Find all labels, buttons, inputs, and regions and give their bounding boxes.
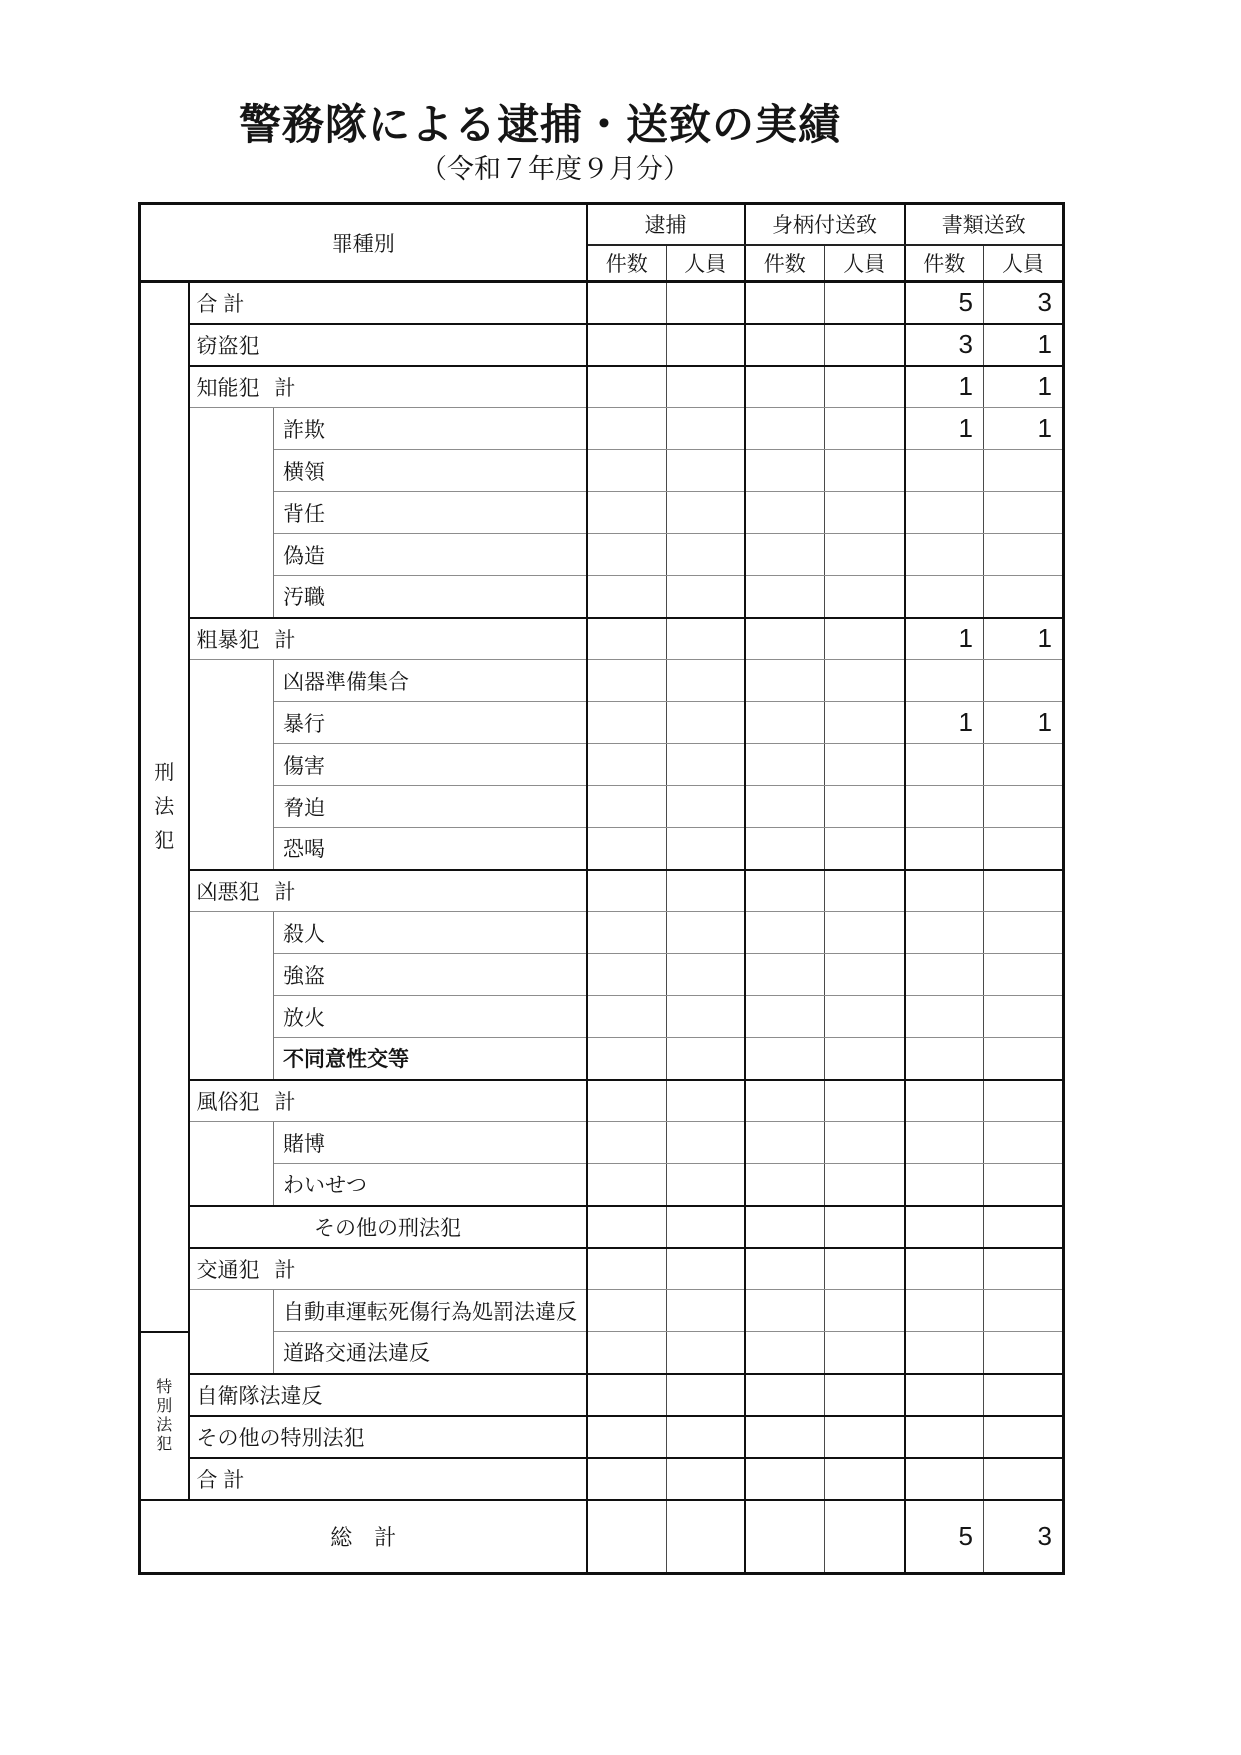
data-value-cell [745, 492, 825, 534]
table-row [140, 1248, 1064, 1290]
data-value-cell [667, 786, 745, 828]
table-row [140, 618, 1064, 660]
special-law-offenses-group [140, 1332, 189, 1500]
data-value-cell [667, 702, 745, 744]
data-value-cell [825, 1374, 905, 1416]
crime-subtype-cell: 背任 [274, 492, 587, 534]
data-value-cell [667, 1290, 745, 1332]
cases-header: 件数 [905, 245, 984, 282]
data-value-cell [745, 1500, 825, 1574]
side-group-label: 特別法犯 [156, 1378, 173, 1453]
data-value-cell [905, 954, 984, 996]
category-name: 凶悪犯 [196, 880, 260, 904]
table-row [140, 1080, 1064, 1122]
data-value-cell [667, 324, 745, 366]
data-value-cell [667, 534, 745, 576]
data-value-cell [984, 576, 1064, 618]
persons-header: 人員 [667, 245, 745, 282]
data-value-cell: 5 [905, 282, 984, 324]
crime-category-cell: その他の刑法犯 [189, 1206, 587, 1248]
data-value-cell: 3 [984, 282, 1064, 324]
data-value-cell [745, 1038, 825, 1080]
data-value-cell [587, 492, 667, 534]
data-value-cell [587, 702, 667, 744]
data-value-cell [587, 786, 667, 828]
data-value-cell [667, 1248, 745, 1290]
data-value-cell [667, 1038, 745, 1080]
data-value-cell [667, 1080, 745, 1122]
table-row [140, 660, 1064, 702]
data-value-cell [667, 1164, 745, 1206]
table-row [140, 954, 1064, 996]
category-spacer-cell [189, 1122, 274, 1206]
crime-subtype-cell: 殺人 [274, 912, 587, 954]
data-value-cell [745, 786, 825, 828]
data-value-cell [587, 324, 667, 366]
data-value-cell [825, 1248, 905, 1290]
table-row [140, 1374, 1064, 1416]
data-value-cell [825, 1500, 905, 1574]
data-value-cell [745, 1458, 825, 1500]
crime-category-cell [189, 1248, 587, 1290]
data-value-cell [825, 702, 905, 744]
category-spacer-cell [189, 1290, 274, 1374]
results-table [138, 202, 1065, 1575]
category-name: 粗暴犯 [196, 628, 260, 652]
table-row [140, 870, 1064, 912]
data-value-cell [587, 1038, 667, 1080]
data-value-cell [825, 660, 905, 702]
data-value-cell [984, 870, 1064, 912]
data-value-cell: 1 [984, 618, 1064, 660]
data-value-cell [745, 408, 825, 450]
data-value-cell [984, 492, 1064, 534]
data-value-cell: 5 [905, 1500, 984, 1574]
data-value-cell [667, 450, 745, 492]
data-value-cell: 1 [905, 366, 984, 408]
data-value-cell [984, 1206, 1064, 1248]
data-value-cell [587, 1290, 667, 1332]
penal-code-offenses-group [140, 282, 189, 1332]
subtotal-label: 計 [274, 376, 296, 400]
crime-category-cell: 自衛隊法違反 [189, 1374, 587, 1416]
data-value-cell [984, 1290, 1064, 1332]
data-value-cell [667, 366, 745, 408]
data-value-cell [667, 408, 745, 450]
data-value-cell [825, 996, 905, 1038]
data-value-cell [587, 408, 667, 450]
data-value-cell [984, 744, 1064, 786]
crime-category-cell [189, 1080, 587, 1122]
persons-header: 人員 [825, 245, 905, 282]
table-row [140, 1164, 1064, 1206]
data-value-cell [825, 1206, 905, 1248]
data-value-cell [905, 870, 984, 912]
data-value-cell [667, 660, 745, 702]
data-value-cell [825, 1122, 905, 1164]
data-value-cell [825, 744, 905, 786]
data-value-cell [905, 1374, 984, 1416]
arrest-header: 逮捕 [587, 204, 745, 245]
data-value-cell [905, 1416, 984, 1458]
data-value-cell [905, 744, 984, 786]
crime-category-cell: 合 計 [189, 1458, 587, 1500]
data-value-cell [984, 828, 1064, 870]
data-value-cell [745, 576, 825, 618]
data-value-cell [587, 1332, 667, 1374]
data-value-cell [905, 1332, 984, 1374]
table-row [140, 1500, 1064, 1574]
data-value-cell [825, 954, 905, 996]
data-value-cell [984, 1458, 1064, 1500]
crime-subtype-cell: 暴行 [274, 702, 587, 744]
data-value-cell [667, 618, 745, 660]
data-value-cell [984, 1038, 1064, 1080]
data-value-cell [745, 1164, 825, 1206]
data-value-cell [587, 828, 667, 870]
data-value-cell [984, 1332, 1064, 1374]
data-value-cell [825, 282, 905, 324]
cases-header: 件数 [587, 245, 667, 282]
side-group-label: 刑法犯 [154, 761, 175, 852]
data-value-cell [984, 534, 1064, 576]
data-value-cell [587, 1500, 667, 1574]
crime-category-cell: 合 計 [189, 282, 587, 324]
table-row [140, 408, 1064, 450]
subtotal-label: 計 [274, 880, 296, 904]
data-value-cell [825, 408, 905, 450]
table-row [140, 1038, 1064, 1080]
data-value-cell: 1 [905, 702, 984, 744]
crime-category-cell: 窃盗犯 [189, 324, 587, 366]
data-value-cell [905, 660, 984, 702]
category-spacer-cell [189, 912, 274, 1080]
crime-subtype-cell: 横領 [274, 450, 587, 492]
subtotal-label: 計 [274, 628, 296, 652]
table-row [140, 828, 1064, 870]
crime-category-cell: その他の特別法犯 [189, 1416, 587, 1458]
data-value-cell [905, 492, 984, 534]
crime-subtype-cell: 傷害 [274, 744, 587, 786]
cases-header: 件数 [745, 245, 825, 282]
persons-header: 人員 [984, 245, 1064, 282]
data-value-cell [745, 1290, 825, 1332]
data-value-cell [905, 1164, 984, 1206]
data-value-cell [667, 912, 745, 954]
data-value-cell: 3 [984, 1500, 1064, 1574]
data-value-cell [825, 366, 905, 408]
data-value-cell [825, 576, 905, 618]
data-value-cell [587, 1164, 667, 1206]
grand-total-cell: 総 計 [330, 1524, 397, 1550]
data-value-cell [587, 744, 667, 786]
data-value-cell [667, 744, 745, 786]
data-value-cell [587, 366, 667, 408]
table-row [140, 786, 1064, 828]
crime-subtype-cell: 道路交通法違反 [274, 1332, 587, 1374]
category-spacer-cell [189, 408, 274, 618]
data-value-cell [905, 1290, 984, 1332]
table-row [140, 282, 1064, 324]
data-value-cell: 1 [984, 702, 1064, 744]
table-row [140, 1122, 1064, 1164]
crime-subtype-cell: 詐欺 [274, 408, 587, 450]
data-value-cell: 1 [984, 366, 1064, 408]
data-value-cell [905, 1038, 984, 1080]
custody-referral-header: 身柄付送致 [745, 204, 905, 245]
data-value-cell [587, 912, 667, 954]
data-value-cell [905, 828, 984, 870]
data-value-cell [825, 1458, 905, 1500]
data-value-cell [745, 282, 825, 324]
data-value-cell [745, 534, 825, 576]
table-row [140, 534, 1064, 576]
data-value-cell [905, 996, 984, 1038]
category-name: 知能犯 [196, 376, 260, 400]
data-value-cell [984, 912, 1064, 954]
data-value-cell [825, 450, 905, 492]
crime-subtype-cell: 不同意性交等 [274, 1038, 587, 1080]
table-body [140, 282, 1064, 1574]
category-name: 風俗犯 [196, 1090, 260, 1114]
table-row [140, 912, 1064, 954]
data-value-cell [587, 660, 667, 702]
data-value-cell [745, 366, 825, 408]
crime-subtype-cell: わいせつ [274, 1164, 587, 1206]
data-value-cell [745, 1374, 825, 1416]
data-value-cell [667, 870, 745, 912]
data-value-cell [667, 1206, 745, 1248]
category-spacer-cell [189, 660, 274, 870]
table-row [140, 1206, 1064, 1248]
data-value-cell [984, 1374, 1064, 1416]
data-value-cell [587, 282, 667, 324]
data-value-cell [667, 1500, 745, 1574]
data-value-cell [905, 1206, 984, 1248]
data-value-cell [667, 492, 745, 534]
data-value-cell [745, 618, 825, 660]
data-value-cell [587, 450, 667, 492]
data-value-cell: 3 [905, 324, 984, 366]
subtotal-label: 計 [274, 1258, 296, 1282]
data-value-cell [667, 1416, 745, 1458]
table-row [140, 576, 1064, 618]
table-row [140, 324, 1064, 366]
data-value-cell [825, 828, 905, 870]
data-value-cell [745, 954, 825, 996]
crime-subtype-cell: 恐喝 [274, 828, 587, 870]
data-value-cell [745, 744, 825, 786]
data-value-cell [667, 282, 745, 324]
data-value-cell [745, 450, 825, 492]
data-value-cell [825, 1164, 905, 1206]
data-value-cell [905, 912, 984, 954]
data-value-cell [825, 912, 905, 954]
data-value-cell [825, 1080, 905, 1122]
crime-category-cell [189, 366, 587, 408]
data-value-cell [984, 954, 1064, 996]
data-value-cell [667, 954, 745, 996]
data-value-cell [745, 1206, 825, 1248]
data-value-cell [905, 786, 984, 828]
data-value-cell [667, 576, 745, 618]
category-name: 交通犯 [196, 1258, 260, 1282]
data-value-cell [587, 870, 667, 912]
table-row [140, 366, 1064, 408]
data-value-cell [667, 1122, 745, 1164]
data-value-cell [667, 1458, 745, 1500]
data-value-cell [745, 702, 825, 744]
crime-type-header: 罪種別 [140, 204, 587, 282]
data-value-cell [984, 996, 1064, 1038]
document-referral-header: 書類送致 [905, 204, 1064, 245]
table-row [140, 702, 1064, 744]
data-value-cell [587, 576, 667, 618]
data-value-cell [825, 534, 905, 576]
data-value-cell [905, 534, 984, 576]
data-value-cell [667, 1374, 745, 1416]
data-value-cell [984, 1416, 1064, 1458]
page-subtitle: （令和７年度９月分） [420, 154, 690, 184]
header-row-groups [140, 204, 1064, 245]
table-row [140, 996, 1064, 1038]
data-value-cell [745, 870, 825, 912]
table-row [140, 1416, 1064, 1458]
data-value-cell: 1 [984, 324, 1064, 366]
data-value-cell [587, 1458, 667, 1500]
crime-subtype-cell: 偽造 [274, 534, 587, 576]
data-value-cell [745, 912, 825, 954]
data-value-cell [825, 786, 905, 828]
data-value-cell [984, 1080, 1064, 1122]
crime-subtype-cell: 凶器準備集合 [274, 660, 587, 702]
table-row [140, 492, 1064, 534]
data-value-cell [984, 660, 1064, 702]
data-value-cell: 1 [984, 408, 1064, 450]
data-value-cell [984, 1122, 1064, 1164]
data-value-cell: 1 [905, 408, 984, 450]
data-value-cell [905, 1458, 984, 1500]
crime-subtype-cell: 強盗 [274, 954, 587, 996]
data-value-cell [587, 1206, 667, 1248]
data-value-cell [984, 786, 1064, 828]
data-value-cell [825, 492, 905, 534]
data-value-cell [667, 996, 745, 1038]
crime-subtype-cell: 自動車運転死傷行為処罰法違反 [274, 1290, 587, 1332]
data-value-cell [667, 1332, 745, 1374]
data-value-cell [984, 450, 1064, 492]
data-value-cell [587, 534, 667, 576]
table-row [140, 1290, 1064, 1332]
data-value-cell [745, 1248, 825, 1290]
table-row [140, 450, 1064, 492]
crime-category-cell [189, 870, 587, 912]
crime-subtype-cell: 汚職 [274, 576, 587, 618]
data-value-cell [825, 1416, 905, 1458]
data-value-cell [984, 1164, 1064, 1206]
table-row [140, 1458, 1064, 1500]
data-value-cell [825, 1038, 905, 1080]
data-value-cell [587, 1080, 667, 1122]
data-value-cell [825, 870, 905, 912]
crime-subtype-cell: 賭博 [274, 1122, 587, 1164]
data-value-cell [825, 618, 905, 660]
data-value-cell [587, 954, 667, 996]
data-value-cell [745, 1122, 825, 1164]
data-value-cell [745, 660, 825, 702]
data-value-cell [745, 324, 825, 366]
data-value-cell [587, 618, 667, 660]
table-row [140, 744, 1064, 786]
crime-subtype-cell: 放火 [274, 996, 587, 1038]
data-value-cell [587, 996, 667, 1038]
data-value-cell [667, 828, 745, 870]
data-value-cell [905, 1122, 984, 1164]
data-value-cell [587, 1416, 667, 1458]
data-value-cell [905, 576, 984, 618]
crime-subtype-cell: 脅迫 [274, 786, 587, 828]
data-value-cell [905, 450, 984, 492]
data-value-cell [587, 1122, 667, 1164]
page-title: 警務隊による逮捕・送致の実績 [238, 101, 841, 148]
data-value-cell [745, 828, 825, 870]
table-row [140, 1332, 1064, 1374]
data-value-cell [825, 324, 905, 366]
data-value-cell: 1 [905, 618, 984, 660]
crime-category-cell [189, 618, 587, 660]
data-value-cell [745, 1416, 825, 1458]
data-value-cell [825, 1332, 905, 1374]
data-value-cell [905, 1248, 984, 1290]
subtotal-label: 計 [274, 1090, 296, 1114]
data-value-cell [587, 1374, 667, 1416]
data-value-cell [745, 1080, 825, 1122]
data-value-cell [745, 1332, 825, 1374]
data-value-cell [984, 1248, 1064, 1290]
data-value-cell [825, 1290, 905, 1332]
data-value-cell [905, 1080, 984, 1122]
data-value-cell [587, 1248, 667, 1290]
data-value-cell [745, 996, 825, 1038]
